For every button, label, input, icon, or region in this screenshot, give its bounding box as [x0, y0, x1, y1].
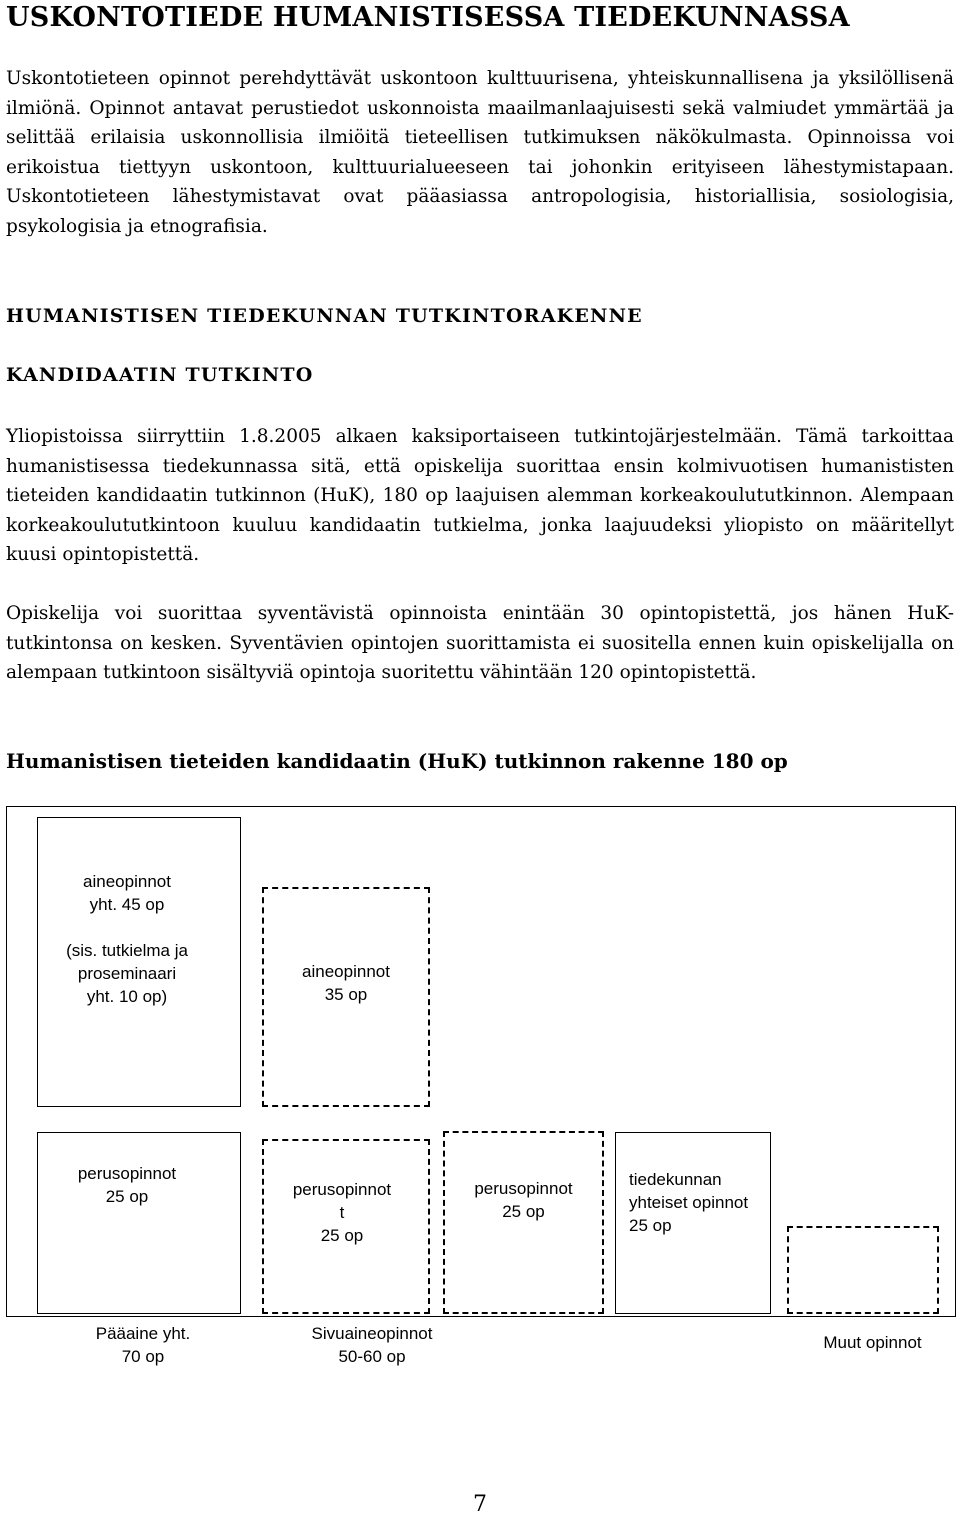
- page-number: 7: [473, 1492, 487, 1517]
- subsection-heading: KANDIDAATIN TUTKINTO: [6, 364, 314, 386]
- major-perusopinnot-box: [37, 1132, 241, 1314]
- intro-paragraph: Uskontotieteen opinnot perehdyttävät uskontoon kulttuurisena, yhteiskunnallisena ja yksilöllisenä ilmiönä. Opinnot antavat perustiedot uskonnoista maailmanlaajuisesti sekä valmiudet ymmärtää ja selittää erilaisia uskonnollisia ilmiöitä tieteellisen tutkimuksen näkökulmasta. Opinnoissa voi erikoistua tiettyyn uskontoon, kulttuurialueeseen tai johonkin erityiseen lähestymistapaan. Uskontotieteen lähestymistavat ovat pääasiassa antropologisia, historiallisia, sosiologisia, psykologisia ja etnografisia.: [6, 68, 954, 237]
- other-studies-box: [787, 1226, 939, 1314]
- diagram-heading: Humanistisen tieteiden kandidaatin (HuK) tutkinnon rakenne 180 op: [6, 749, 788, 773]
- label-major-total: Pääaine yht. 70 op: [95, 1324, 191, 1366]
- label-minor-total: Sivuaineopinnot 50-60 op: [311, 1324, 433, 1366]
- extra-perusopinnot-text: perusopinnot 25 op: [474, 1179, 573, 1221]
- faculty-common-studies-text: tiedekunnan yhteiset opinnot 25 op: [629, 1170, 749, 1235]
- section-heading: HUMANISTISEN TIEDEKUNNAN TUTKINTORAKENNE: [6, 305, 643, 327]
- degree-paragraph: Yliopistoissa siirryttiin 1.8.2005 alkaen kaksiportaiseen tutkintojärjestelmään. Tämä tarkoittaa humanistisessa tiedekunnassa sitä, että opiskelija suorittaa ensin kolmivuotisen humanististen tieteiden kandidaatin tutkinnon (HuK), 180 op laajuisen alemman korkeakoulututkinnon. Alempaan korkeakoulututkintoon kuuluu kandidaatin tutkielma, jonka laajuudeksi yliopisto on määritellyt kuusi opintopistettä.: [6, 426, 954, 566]
- major-perusopinnot-text: perusopinnot 25 op: [77, 1164, 177, 1206]
- minor-aineopinnot-text: aineopinnot 35 op: [302, 962, 390, 1004]
- minor-perusopinnot-text: perusopinnot t 25 op: [292, 1180, 392, 1245]
- major-aineopinnot-text: aineopinnot yht. 45 op (sis. tutkielma ja proseminaari yht. 10 op): [66, 872, 188, 1006]
- advanced-studies-paragraph: Opiskelija voi suorittaa syventävistä opinnoista enintään 30 opintopistettä, jos hänen HuK-tutkintonsa on kesken. Syventävien opintojen suorittamista ei suositella ennen kuin opiskelijalla on alempaan tutkintoon sisältyviä opintoja suoritettu vähintään 120 opintopistettä.: [6, 603, 954, 684]
- page-title: USKONTOTIEDE HUMANISTISESSA TIEDEKUNNASSA: [6, 2, 850, 33]
- label-other-studies: Muut opinnot: [823, 1333, 922, 1352]
